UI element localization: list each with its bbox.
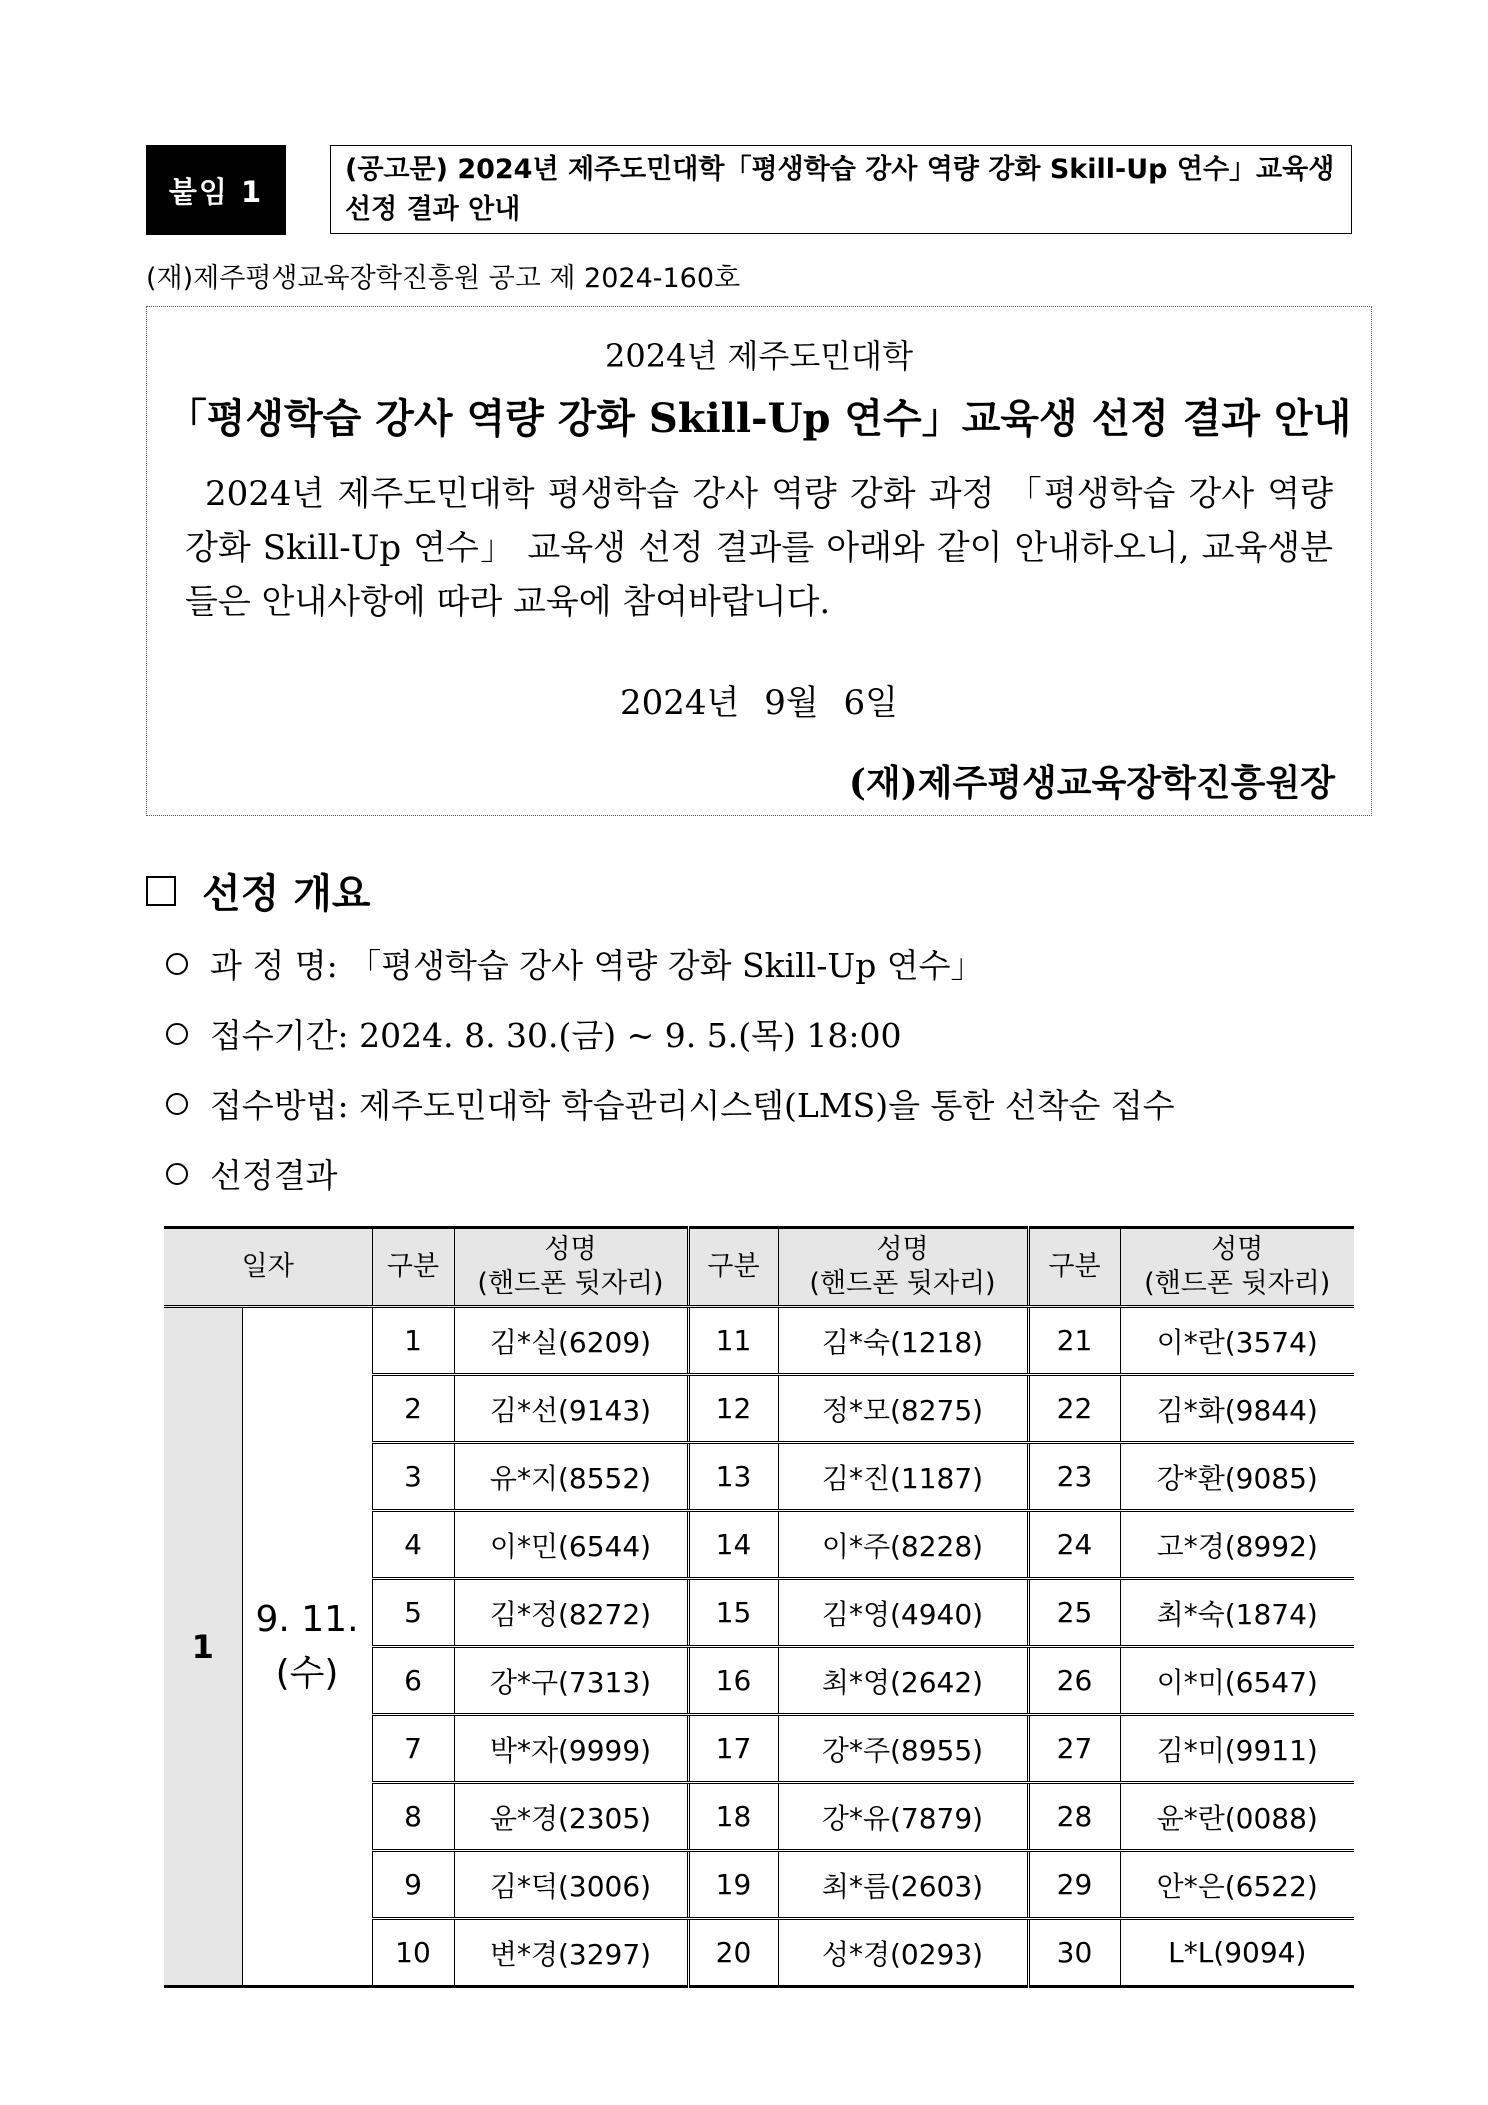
circle-bullet-icon [166,1023,188,1045]
header-name-line2: (핸드폰 뒷자리) [809,1268,996,1299]
header-date: 일자 [164,1228,372,1307]
entry-number-cell: 27 [1028,1715,1120,1783]
entry-number-cell: 26 [1028,1647,1120,1715]
section-title-text: 선정 개요 [202,871,371,917]
entry-name-cell: 최*영(2642) [778,1647,1028,1715]
entry-number-cell: 13 [688,1443,778,1511]
header-name-line1: 성명 [1211,1234,1264,1265]
circle-bullet-icon [166,1163,188,1185]
entry-name-cell: 김*덕(3006) [454,1851,688,1919]
entry-number-cell: 17 [688,1715,778,1783]
entry-name-cell: 윤*경(2305) [454,1783,688,1851]
announcement-box [146,306,1372,816]
entry-name-cell: 김*진(1187) [778,1443,1028,1511]
bullet-text: 선정결과 [210,1156,338,1195]
checkbox-square-icon [146,876,176,906]
entry-number-cell: 8 [372,1783,454,1851]
header-no: 구분 [688,1228,778,1307]
bullet-text: 과 정 명: 「평생학습 강사 역량 강화 Skill-Up 연수」 [210,946,984,985]
entry-number-cell: 21 [1028,1307,1120,1375]
entry-name-cell: 정*모(8275) [778,1375,1028,1443]
bullet-period [166,1010,901,1057]
entry-number-cell: 22 [1028,1375,1120,1443]
entry-name-cell: 강*구(7313) [454,1647,688,1715]
entry-number-cell: 9 [372,1851,454,1919]
entry-name-cell: 김*정(8272) [454,1579,688,1647]
entry-number-cell: 20 [688,1919,778,1987]
entry-name-cell: 이*주(8228) [778,1511,1028,1579]
date-cell [242,1307,372,1987]
entry-name-cell: 이*민(6544) [454,1511,688,1579]
entry-name-cell: 최*숙(1874) [1120,1579,1354,1647]
entry-number-cell: 25 [1028,1579,1120,1647]
circle-bullet-icon [166,1093,188,1115]
table-header-row [164,1228,1354,1307]
entry-name-cell: 김*실(6209) [454,1307,688,1375]
table-row [164,1307,1354,1375]
entry-number-cell: 14 [688,1511,778,1579]
document-title-line1: (공고문) 2024년 제주도민대학「평생학습 강사 역량 강화 Skill-Up 연수」교육생 [345,154,1335,185]
entry-name-cell: 강*유(7879) [778,1783,1028,1851]
attachment-tag: 붙임 1 [146,145,286,235]
announcement-organization: (재)제주평생교육장학진흥원장 [848,762,1335,804]
header-name [778,1228,1028,1307]
entry-name-cell: 고*경(8992) [1120,1511,1354,1579]
header-name-line1: 성명 [876,1234,929,1265]
document-title-line2: 선정 결과 안내 [345,194,521,225]
header-no: 구분 [1028,1228,1120,1307]
entry-number-cell: 18 [688,1783,778,1851]
entry-number-cell: 2 [372,1375,454,1443]
selection-result-table [164,1226,1354,1988]
entry-name-cell: 안*은(6522) [1120,1851,1354,1919]
entry-number-cell: 24 [1028,1511,1120,1579]
entry-number-cell: 10 [372,1919,454,1987]
bullet-result [166,1150,338,1197]
entry-number-cell: 6 [372,1647,454,1715]
section-title [146,862,371,919]
circle-bullet-icon [166,953,188,975]
entry-name-cell: 윤*란(0088) [1120,1783,1354,1851]
entry-number-cell: 5 [372,1579,454,1647]
entry-name-cell: 김*숙(1218) [778,1307,1028,1375]
entry-name-cell: 변*경(3297) [454,1919,688,1987]
header-no: 구분 [372,1228,454,1307]
entry-name-cell: 김*화(9844) [1120,1375,1354,1443]
entry-number-cell: 7 [372,1715,454,1783]
header-name [454,1228,688,1307]
bullet-method [166,1080,1175,1127]
entry-number-cell: 1 [372,1307,454,1375]
entry-name-cell: 김*영(4940) [778,1579,1028,1647]
entry-number-cell: 3 [372,1443,454,1511]
entry-name-cell: 강*환(9085) [1120,1443,1354,1511]
entry-name-cell: 유*지(8552) [454,1443,688,1511]
entry-name-cell: 박*자(9999) [454,1715,688,1783]
entry-name-cell: 이*미(6547) [1120,1647,1354,1715]
entry-name-cell: 강*주(8955) [778,1715,1028,1783]
entry-name-cell: 최*름(2603) [778,1851,1028,1919]
entry-name-cell: 김*선(9143) [454,1375,688,1443]
bullet-text: 접수방법: 제주도민대학 학습관리시스템(LMS)을 통한 선착순 접수 [210,1086,1175,1125]
document-title-box [330,145,1352,234]
entry-number-cell: 30 [1028,1919,1120,1987]
date-line1: 9. 11. [255,1598,359,1640]
entry-number-cell: 4 [372,1511,454,1579]
entry-name-cell: 이*란(3574) [1120,1307,1354,1375]
entry-number-cell: 28 [1028,1783,1120,1851]
header-name-line2: (핸드폰 뒷자리) [1144,1268,1331,1299]
entry-number-cell: 16 [688,1647,778,1715]
entry-number-cell: 15 [688,1579,778,1647]
announcement-subtitle: 2024년 제주도민대학 [605,337,913,375]
bullet-course-name [166,940,984,987]
entry-name-cell: L*L(9094) [1120,1919,1354,1987]
announcement-title: 「평생학습 강사 역량 강화 Skill-Up 연수」교육생 선정 결과 안내 [166,395,1352,442]
header-name-line1: 성명 [544,1234,597,1265]
day-number-cell: 1 [164,1307,242,1987]
notice-number: (재)제주평생교육장학진흥원 공고 제 2024-160호 [146,263,741,294]
entry-number-cell: 29 [1028,1851,1120,1919]
entry-number-cell: 11 [688,1307,778,1375]
entry-number-cell: 12 [688,1375,778,1443]
header-name-line2: (핸드폰 뒷자리) [477,1268,664,1299]
entry-number-cell: 23 [1028,1443,1120,1511]
date-line2: (수) [275,1652,339,1694]
bullet-text: 접수기간: 2024. 8. 30.(금) ~ 9. 5.(목) 18:00 [210,1016,902,1055]
entry-name-cell: 성*경(0293) [778,1919,1028,1987]
entry-name-cell: 김*미(9911) [1120,1715,1354,1783]
announcement-body [185,467,1333,629]
header-name [1120,1228,1354,1307]
entry-number-cell: 19 [688,1851,778,1919]
announcement-body-text: 2024년 제주도민대학 평생학습 강사 역량 강화 과정 「평생학습 강사 역량 강화 Skill-Up 연수」 교육생 선정 결과를 아래와 같이 안내하오니, 교육생분들은 안내사항에 따라 교육에 참여바랍니다. [185,474,1333,622]
announcement-date: 2024년 9월 6일 [620,683,898,723]
